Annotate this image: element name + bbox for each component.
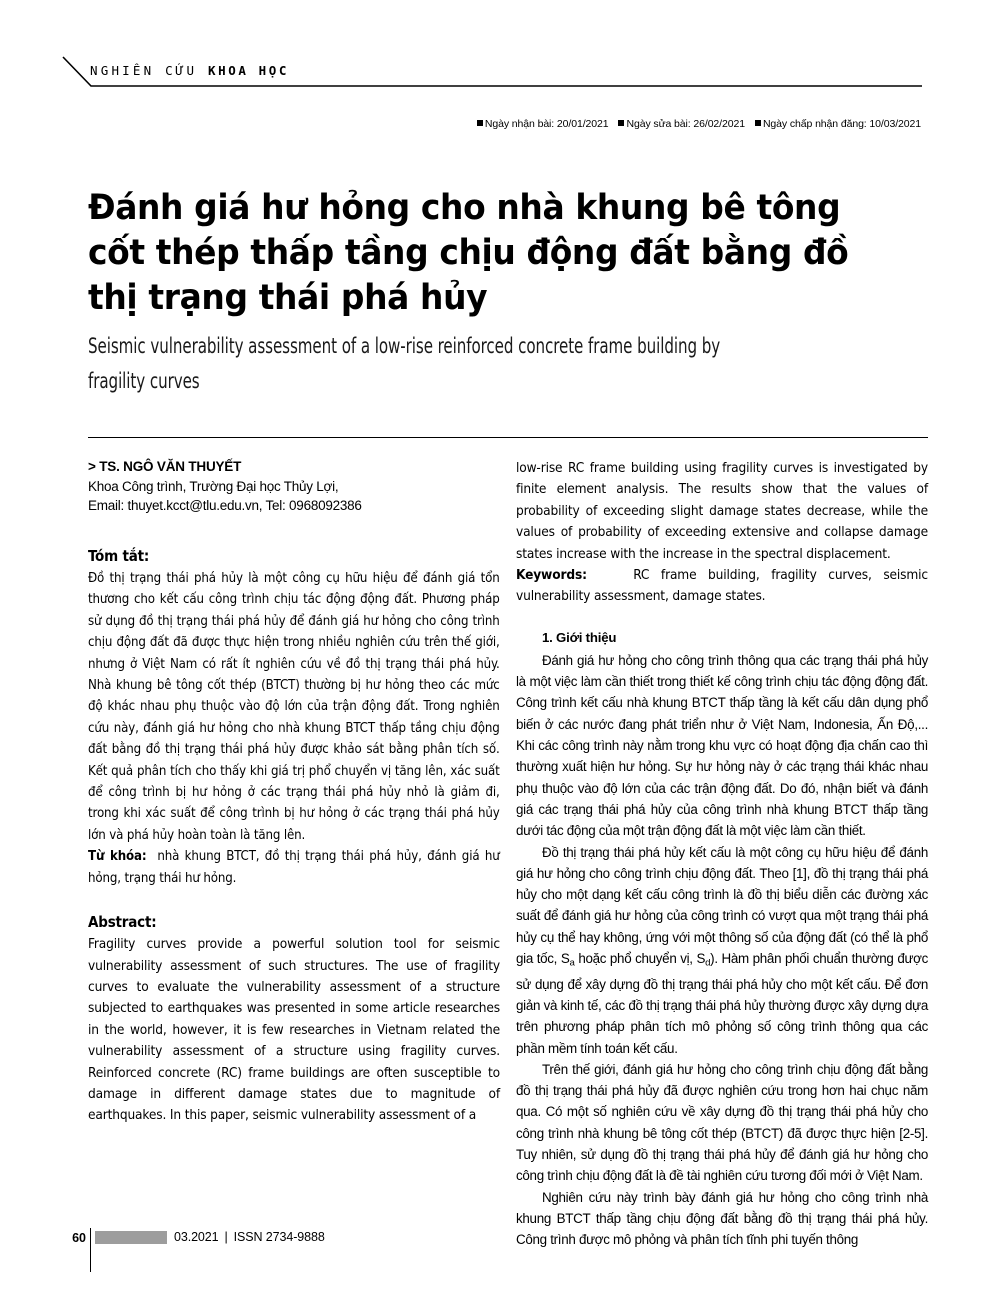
footer-issn: ISSN 2734-9888 [233,1230,325,1244]
section-1-heading: 1. Giới thiệu [542,629,617,645]
symbol-sd-subscript: d [705,957,711,969]
article-title-vietnamese: Đánh giá hư hỏng cho nhà khung bê tông cốt thép thấp tầng chịu động đất bằng đồ thị trạng thái phá hủy [88,188,849,318]
section-1-paragraph-2c: ). Hàm phân phối chuẩn thường được sử dụng để xây dựng đồ thị trạng thái phá hủy cho một kết cấu. Để đơn giản và kinh tế, các đồ thị trạng thái phá hủy thường được xây dựng dựa trên phương pháp phân tích mô phỏng số công trình thông qua các phần mềm tính toán kết cấu. [516,951,929,1056]
abstract-english-keywords [516,565,928,608]
title-block [88,186,928,399]
abstract-english-body-part2: low-rise RC frame building using fragility curves is investigated by finite element analysis. The results show that the values of probability of exceeding slight damage states decrease, while the values of probability of exceeding extensive and collapse damage states increase with the increase in the spectral displacement. [516,460,928,562]
journal-logo-glyphs [95,1231,167,1244]
keywords-text-vietnamese: nhà khung BTCT, đồ thị trạng thái phá hủy, đánh giá hư hỏng, trạng thái hư hỏng. [88,848,500,886]
section-1-paragraph-1: Đánh giá hư hỏng cho công trình thông qua các trạng thái phá hủy là một việc làm cần thiết trong thiết kế công trình chịu tác động động đất. Công trình kết cấu nhà khung BTCT thấp tầng là kết cấu dân dụng phổ biến ở các nước đang phát triển như ở Việt Nam, Indonesia, Ấn Độ,... Khi các công trình này nằm trong khu vực có hoạt động địa chấn cao thì thường xuất hiện hư hỏng. Sự hư hỏng này ở các trạng thái khác nhau phụ thuộc vào độ lớn của các trận động đất. Do đó, nhận biết và đánh giá các trạng thái phá hủy của công trình nhà khung BTCT thấp tầng dưới tác động của một trận động đất là một việc làm cần thiết. [516,652,928,839]
footer-issue-date: 03.2021 [174,1230,219,1244]
journal-logo [95,1231,167,1244]
footer-vertical-rule [90,1228,91,1272]
title-divider [88,437,928,438]
date-accepted [755,118,921,130]
keywords-label-english: Keywords: [516,567,587,584]
author-affiliation: Khoa Công trình, Trường Đại học Thủy Lợi, [88,479,339,494]
keywords-label-vietnamese: Từ khóa: [88,848,147,865]
abstract-vietnamese-keywords [88,846,500,889]
dateline [0,118,921,130]
section-1-paragraph-3: Trên thế giới, đánh giá hư hỏng cho công trình chịu động đất bằng đồ thị trạng thái phá hủy đã được nghiên cứu trong hơn hai chục năm qua. Có một số nghiên cứu về xây dựng đồ thị trạng thái phá hủy cho công trình nhà khung bê tông cốt thép (BTCT) đã được thực hiện [2-5]. Tuy nhiên, sử dụng đồ thị trạng thái phá hủy để đánh giá hư hỏng cho công trình chịu động đất là đề tài nghiên cứu tương đối mới ở Việt Nam. [516,1061,928,1184]
date-revised-text: Ngày sửa bài: 26/02/2021 [626,118,745,130]
footer-separator: | [224,1230,228,1244]
date-accepted-text: Ngày chấp nhận đăng: 10/03/2021 [762,118,921,130]
bullet-square-icon [477,120,483,126]
date-received-text: Ngày nhận bài: 20/01/2021 [484,118,609,130]
abstract-english-body-part1: Fragility curves provide a powerful solution tool for seismic vulnerability assessment of such structures. The use of fragility curves to evaluate the vulnerability assessment of a structure subjected to earthquakes was presented in some article researches in the world, however, it is few researches in Vietnam related the vulnerability assessment of a structure using fragility curves. Reinforced concrete (RC) frame buildings are often susceptible to damage in different damage states due to magnitude of earthquakes. In this paper, seismic vulnerability assessment of a [88,936,500,1124]
left-column [88,458,500,1127]
section-1-paragraph-2a: Đồ thị trạng thái phá hủy kết cấu là một công cụ hữu hiệu để đánh giá hư hỏng cho công trình chịu động đất. Theo [1], đồ thị trạng thái phá hủy cho một dạng kết cấu công trình là đồ thị biểu diễn các đường xác suất để đánh giá hư hỏng của công trình có vượt qua một trạng thái phá hủy cụ thể hay không, ứng với một thông số của động đất (có thể là phổ gia tốc, S [516,844,928,966]
keywords-text-english: RC frame building, fragility curves, seismic vulnerability assessment, damage states. [516,567,928,605]
section-1-paragraph-2 [516,842,928,1059]
abstract-vietnamese-heading: Tóm tắt: [88,547,150,565]
article-title-english: Seismic vulnerability assessment of a low-rise reinforced concrete frame building by fragility curves [88,334,721,393]
symbol-sa-subscript: a [569,957,575,969]
masthead [62,56,922,92]
footer-page-number: 60 [72,1231,86,1245]
masthead-title-bold: KHOA HỌC [208,63,290,78]
author-contact: Email: thuyet.kcct@tlu.edu.vn, Tel: 0968092386 [88,498,362,513]
page-footer [62,1228,922,1272]
author-name: > TS. NGÔ VĂN THUYẾT [88,459,242,474]
abstract-vietnamese-body: Đồ thị trạng thái phá hủy là một công cụ hữu hiệu để đánh giá tổn thương cho kết cấu công trình chịu tác động động đất. Phương pháp sử dụng đồ thị trạng thái phá hủy để đánh giá hư hỏng cho công trình chịu động đất đã được thực hiện trong nhiều nghiên cứu trên thế giới, nhưng ở Việt Nam có rất ít nghiên cứu về đồ thị trạng thái phá hủy. Nhà khung bê tông cốt thép (BTCT) thường bị hư hỏng theo các mức độ khác nhau phụ thuộc vào độ lớn của trận động đất. Trong nghiên cứu này, đánh giá hư hỏng cho nhà khung BTCT thấp tầng chịu động đất bằng đồ thị trạng thái phá hủy được khảo sát bằng phân tích số. Kết quả phân tích cho thấy khi giá trị phổ chuyển vị tăng lên, xác suất để công trình bị hư hỏng ở các trạng thái phá hủy nhỏ là giảm đi, trong khi xác suất để công trình bị hư hỏng ở các trạng thái phá hủy lớn và phá hủy hoàn toàn là tăng lên. [88,570,500,843]
section-1-paragraph-4: Nghiên cứu này trình bày đánh giá hư hỏng cho công trình nhà khung BTCT thấp tầng chịu động đất bằng đồ thị trạng thái phá hủy. Công trình được mô phỏng và phân tích tĩnh phi tuyến thông [516,1189,928,1248]
masthead-title-light: NGHIÊN CỨU [90,63,198,78]
bullet-square-icon [755,120,761,126]
right-column [516,458,928,1251]
date-revised [618,118,744,130]
section-1-paragraph-2b: hoặc phổ chuyển vị, S [574,951,706,966]
date-received [477,118,609,130]
abstract-english-heading: Abstract: [88,913,157,932]
bullet-square-icon [618,120,624,126]
footer-issue-info [174,1230,325,1244]
masthead-title [90,63,289,78]
